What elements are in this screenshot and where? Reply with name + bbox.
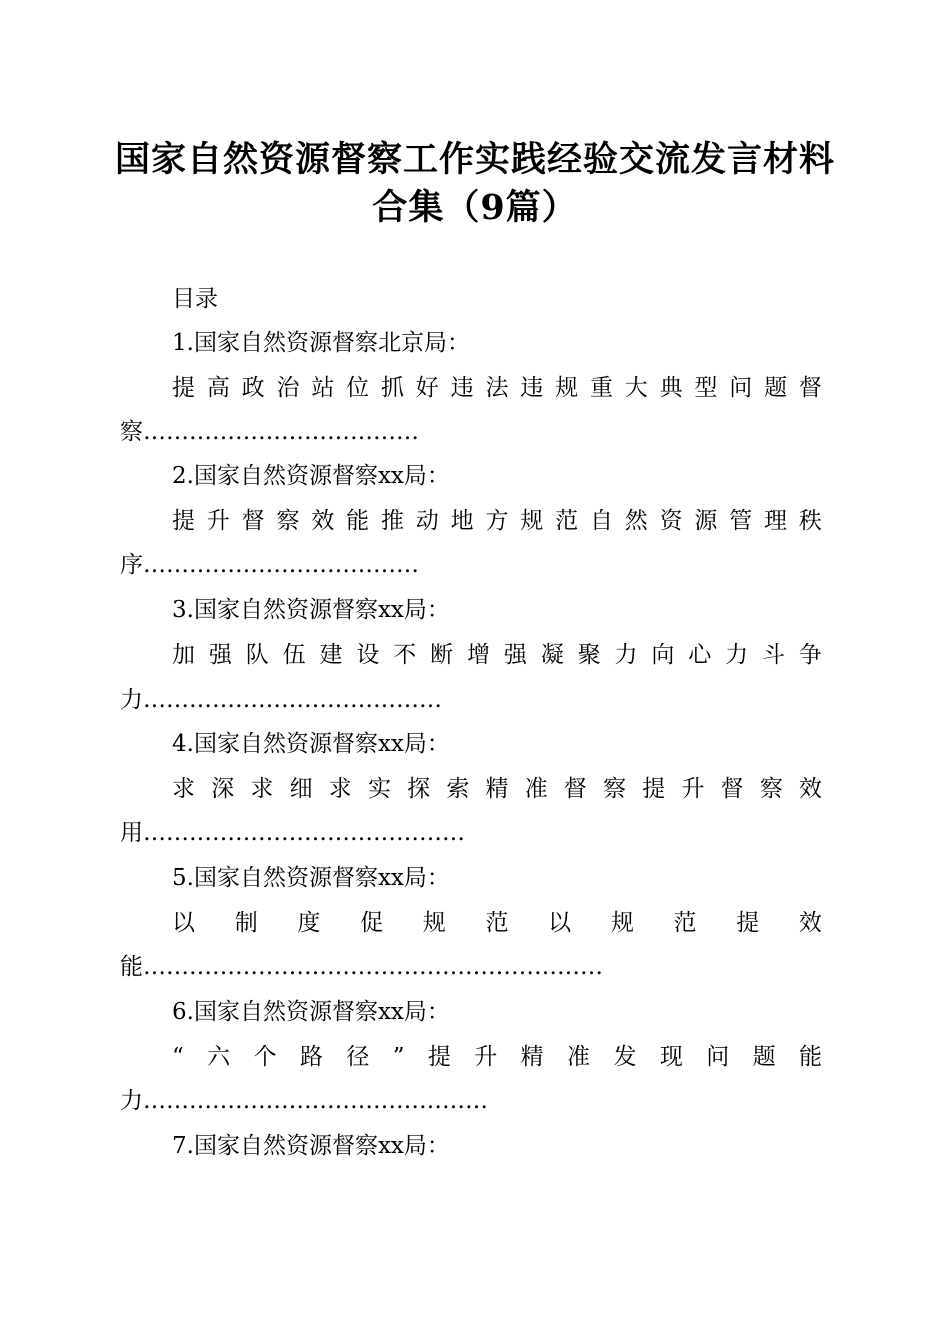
subtitle-char: 增 [467, 642, 490, 668]
subtitle-char: 度 [297, 910, 321, 936]
document-title [100, 136, 850, 232]
subtitle-char: 索 [446, 776, 470, 802]
subtitle-char: 个 [253, 1044, 277, 1070]
toc-entry-5-subtitle [172, 906, 822, 940]
subtitle-char: 建 [319, 642, 343, 668]
subtitle-char: 推 [380, 508, 404, 534]
subtitle-char: 精 [485, 776, 509, 802]
subtitle-char: 站 [311, 375, 335, 401]
toc-entry-2-subtitle [172, 504, 822, 538]
subtitle-char: 斗 [762, 642, 785, 668]
subtitle-char: 问 [706, 1044, 730, 1070]
subtitle-char: 力 [725, 642, 749, 668]
toc-entry-6-tail: 力……………………………………… [120, 1088, 488, 1114]
subtitle-char: 违 [450, 375, 474, 401]
subtitle-char: 能 [799, 1044, 822, 1070]
toc-entry-1-head: 1.国家自然资源督察北京局： [172, 330, 470, 356]
subtitle-char: 违 [520, 375, 544, 401]
subtitle-char: 题 [752, 1044, 776, 1070]
subtitle-char: 法 [485, 375, 509, 401]
subtitle-char: 断 [430, 642, 454, 668]
subtitle-char: 强 [208, 642, 232, 668]
subtitle-char: 伍 [282, 642, 306, 668]
toc-heading: 目录 [172, 286, 218, 312]
toc-entry-3-subtitle [172, 638, 822, 672]
toc-entry-5-head: 5.国家自然资源督察xx局： [172, 865, 450, 891]
subtitle-char: 督 [563, 776, 587, 802]
toc-entry-2-tail: 序……………………………… [120, 552, 419, 578]
subtitle-char: 提 [172, 508, 195, 534]
toc-entry-5-tail: 能…………………………………………………… [120, 954, 603, 980]
subtitle-char: 型 [694, 375, 718, 401]
subtitle-char: 治 [276, 375, 300, 401]
subtitle-char: 径 [346, 1044, 370, 1070]
subtitle-char: ” [392, 1044, 405, 1070]
subtitle-char: 然 [624, 508, 648, 534]
subtitle-char: 自 [589, 508, 613, 534]
subtitle-char: 队 [245, 642, 269, 668]
subtitle-char: 以 [548, 910, 572, 936]
subtitle-char: 升 [681, 776, 705, 802]
subtitle-char: 效 [311, 508, 335, 534]
subtitle-char: 向 [651, 642, 675, 668]
subtitle-char: 大 [624, 375, 648, 401]
subtitle-char: 资 [659, 508, 683, 534]
subtitle-char: 升 [474, 1044, 498, 1070]
subtitle-char: 聚 [577, 642, 601, 668]
subtitle-char: 加 [172, 642, 195, 668]
subtitle-char: 题 [764, 375, 788, 401]
subtitle-char: 好 [415, 375, 439, 401]
subtitle-char: 督 [798, 375, 822, 401]
subtitle-char: 提 [427, 1044, 451, 1070]
subtitle-char: 提 [736, 910, 760, 936]
subtitle-char: 准 [567, 1044, 591, 1070]
toc-entry-4-tail: 用…………………………………… [120, 820, 465, 846]
subtitle-char: 心 [688, 642, 712, 668]
subtitle-char: 强 [503, 642, 527, 668]
subtitle-char: 路 [299, 1044, 323, 1070]
subtitle-char: 以 [172, 910, 195, 936]
subtitle-char: 督 [720, 776, 744, 802]
title-line-1: 国家自然资源督察工作实践经验交流发言材料 [114, 139, 835, 180]
subtitle-char: 探 [407, 776, 431, 802]
subtitle-char: 实 [367, 776, 391, 802]
subtitle-char: 凝 [540, 642, 564, 668]
subtitle-char: “ [172, 1044, 184, 1070]
toc-entry-4-head: 4.国家自然资源督察xx局： [172, 731, 450, 757]
subtitle-char: 效 [799, 776, 822, 802]
subtitle-char: 位 [346, 375, 370, 401]
toc-entry-4-subtitle [172, 772, 822, 806]
subtitle-char: 规 [422, 910, 446, 936]
subtitle-char: 提 [172, 375, 195, 401]
subtitle-char: 察 [759, 776, 783, 802]
subtitle-char: 效 [798, 910, 822, 936]
subtitle-char: 求 [172, 776, 195, 802]
subtitle-char: 提 [642, 776, 666, 802]
subtitle-char: 方 [485, 508, 509, 534]
subtitle-char: 设 [356, 642, 380, 668]
toc-entry-1-tail: 察……………………………… [120, 419, 419, 445]
subtitle-char: 发 [613, 1044, 637, 1070]
toc-entry-6-subtitle [172, 1040, 822, 1074]
subtitle-char: 范 [555, 508, 579, 534]
subtitle-char: 问 [729, 375, 753, 401]
subtitle-char: 典 [659, 375, 683, 401]
subtitle-char: 现 [659, 1044, 683, 1070]
subtitle-char: 管 [729, 508, 753, 534]
toc-entry-3-head: 3.国家自然资源督察xx局： [172, 597, 450, 623]
subtitle-char: 范 [673, 910, 697, 936]
toc-entry-3-tail: 力………………………………… [120, 687, 442, 713]
subtitle-char: 力 [614, 642, 638, 668]
subtitle-char: 范 [485, 910, 509, 936]
toc-entry-2-head: 2.国家自然资源督察xx局： [172, 463, 450, 489]
subtitle-char: 重 [589, 375, 613, 401]
subtitle-char: 升 [206, 508, 230, 534]
subtitle-char: 高 [206, 375, 230, 401]
subtitle-char: 细 [289, 776, 313, 802]
subtitle-char: 能 [346, 508, 370, 534]
subtitle-char: 六 [207, 1044, 231, 1070]
subtitle-char: 秩 [798, 508, 822, 534]
title-line-2: 合集（9篇） [372, 187, 578, 228]
subtitle-char: 督 [241, 508, 265, 534]
subtitle-char: 理 [764, 508, 788, 534]
subtitle-char: 地 [450, 508, 474, 534]
subtitle-char: 政 [241, 375, 265, 401]
subtitle-char: 源 [694, 508, 718, 534]
subtitle-char: 规 [555, 375, 579, 401]
subtitle-char: 规 [520, 508, 544, 534]
subtitle-char: 求 [328, 776, 352, 802]
toc-entry-1-subtitle [172, 371, 822, 405]
toc-entry-6-head: 6.国家自然资源督察xx局： [172, 999, 450, 1025]
subtitle-char: 促 [360, 910, 384, 936]
subtitle-char: 察 [603, 776, 627, 802]
subtitle-char: 精 [520, 1044, 544, 1070]
subtitle-char: 求 [250, 776, 274, 802]
subtitle-char: 规 [610, 910, 634, 936]
subtitle-char: 抓 [380, 375, 404, 401]
subtitle-char: 动 [415, 508, 439, 534]
subtitle-char: 不 [393, 642, 417, 668]
subtitle-char: 深 [211, 776, 235, 802]
subtitle-char: 准 [524, 776, 548, 802]
subtitle-char: 察 [276, 508, 300, 534]
toc-entry-7-head: 7.国家自然资源督察xx局： [172, 1133, 450, 1159]
subtitle-char: 制 [234, 910, 258, 936]
subtitle-char: 争 [798, 642, 822, 668]
